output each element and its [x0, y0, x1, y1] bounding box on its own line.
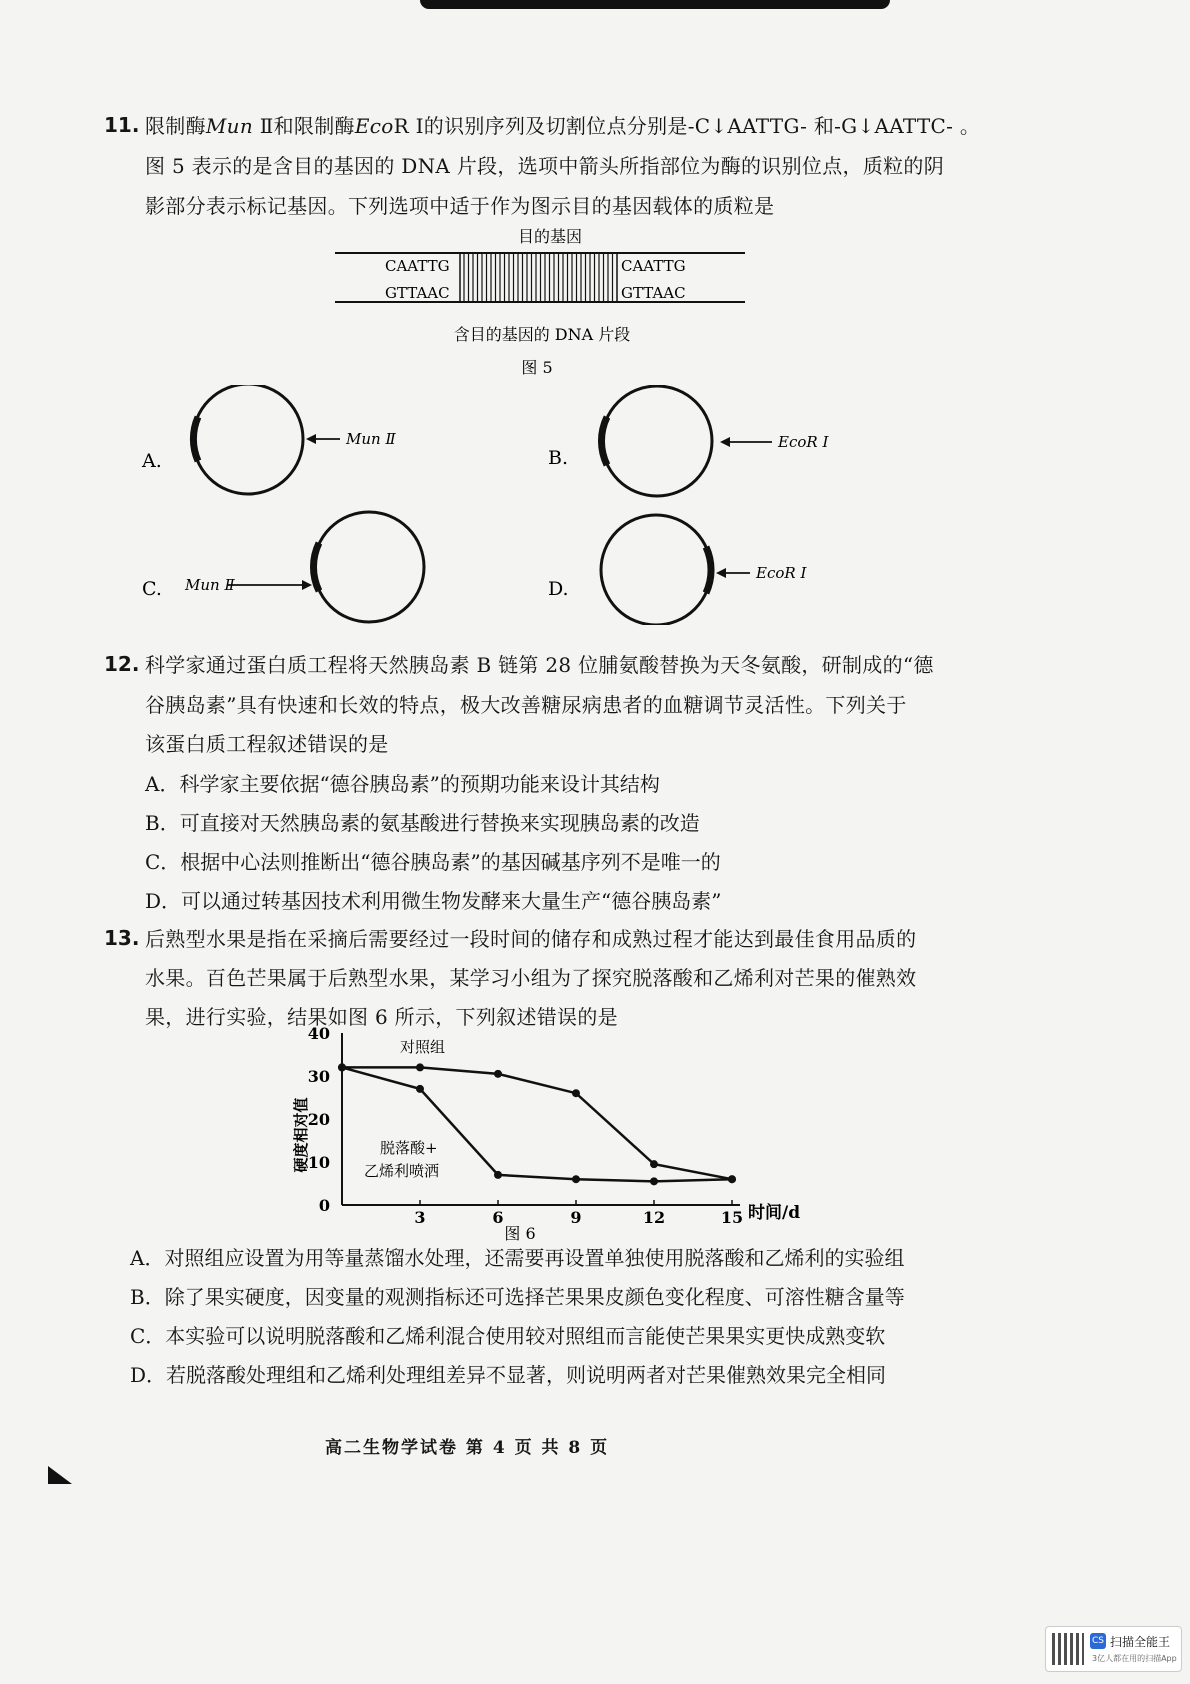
option-a-letter: A. [142, 450, 162, 472]
scanner-title: 扫描全能王 [1110, 1635, 1171, 1649]
cs-logo-icon: CS [1090, 1633, 1106, 1649]
chart-legend-control: 对照组 [400, 1038, 446, 1056]
q11-line-2: 图 5 表示的是含目的基因的 DNA 片段，选项中箭头所指部位为酶的识别位点，质粒的阴 [145, 154, 945, 178]
chart-point-series-1 [416, 1085, 424, 1093]
q12-line-1: 科学家通过蛋白质工程将天然胰岛素 B 链第 28 位脯氨酸替换为天冬氨酸，研制成的“德 [145, 653, 934, 677]
chart-point-series-0 [416, 1063, 424, 1071]
q13-option-b: B．除了果实硬度，因变量的观测指标还可选择芒果果皮颜色变化程度、可溶性糖含量等 [130, 1285, 905, 1309]
q12-line-3: 该蛋白质工程叙述错误的是 [145, 732, 389, 756]
q13-line-2: 水果。百色芒果属于后熟型水果，某学习小组为了探究脱落酸和乙烯利对芒果的催熟效 [145, 966, 917, 990]
chart-x-tick-label: 12 [642, 1208, 666, 1227]
plasmid-b-enzyme: EcoR Ⅰ [778, 433, 829, 451]
page-footer: 高二生物学试卷 第 4 页 共 8 页 [325, 1438, 610, 1458]
q11-text-d: 和 [807, 114, 835, 138]
q11-number: 11. [104, 113, 140, 137]
q13-option-a: A．对照组应设置为用等量蒸馏水处理，还需要再设置单独使用脱落酸和乙烯利的实验组 [130, 1246, 905, 1270]
q12-option-d: D．可以通过转基因技术利用微生物发酵来大量生产“德谷胰岛素” [145, 889, 722, 913]
chart-y-tick-label: 0 [318, 1196, 330, 1215]
chart-point-series-1 [650, 1177, 658, 1185]
chart-legend-treatment-line-2: 乙烯利喷洒 [364, 1162, 440, 1180]
plasmid-d-enzyme: EcoR Ⅰ [756, 564, 807, 582]
q13-number: 13. [104, 926, 140, 950]
plasmid-c-arrowhead [302, 580, 312, 590]
q12-option-a: A．科学家主要依据“德谷胰岛素”的预期功能来设计其结构 [145, 772, 660, 796]
chart-y-tick-label: 10 [307, 1153, 330, 1172]
scanner-watermark [1045, 1626, 1182, 1672]
q12-option-c: C．根据中心法则推断出“德谷胰岛素”的基因碱基序列不是唯一的 [145, 850, 721, 874]
chart-point-series-0 [572, 1089, 580, 1097]
plasmid-a-circle [193, 385, 303, 494]
chart-y-tick-label: 20 [307, 1110, 330, 1129]
top-edge-bar [420, 0, 890, 9]
qr-code-icon [1052, 1633, 1084, 1665]
plasmid-c-marker-gene [313, 543, 319, 591]
plasmid-c-enzyme: Mun Ⅱ [185, 576, 235, 594]
chart-x-axis-label: 时间/d [748, 1203, 801, 1223]
option-a [141, 385, 396, 494]
chart-ticks [308, 1025, 743, 1227]
plasmid-b-marker-gene [601, 417, 607, 465]
option-b-letter: B. [548, 447, 569, 469]
chart-x-tick-label: 6 [492, 1208, 504, 1227]
scanner-subtitle: 3亿人都在用的扫描App [1092, 1654, 1177, 1663]
q13-line-1: 后熟型水果是指在采摘后需要经过一段时间的储存和成熟过程才能达到最佳食用品质的 [145, 927, 917, 951]
option-c [142, 512, 424, 622]
figure-5-caption: 含目的基因的 DNA 片段 [453, 325, 631, 344]
option-d-letter: D. [548, 578, 569, 600]
plasmid-c-circle [314, 512, 424, 622]
target-gene-hatched-region [460, 253, 617, 302]
chart-point-series-1 [494, 1171, 502, 1179]
figure-6-caption: 图 6 [504, 1224, 536, 1243]
q11-line-3: 影部分表示标记基因。下列选项中适于作为图示目的基因载体的质粒是 [145, 194, 775, 218]
option-b [548, 386, 829, 496]
q13-line-3: 果，进行实验，结果如图 6 所示，下列叙述错误的是 [145, 1005, 618, 1029]
option-c-letter: C. [142, 578, 162, 600]
figure-5-dna-fragment [330, 220, 760, 380]
plasmid-a-marker-gene [193, 417, 198, 461]
plasmid-a-arrowhead [306, 434, 316, 444]
q12-number: 12. [104, 652, 140, 676]
q11-text-e: 。 [953, 114, 981, 138]
q11-text-c: R Ⅰ的识别序列及切割位点分别是 [393, 114, 688, 138]
plasmid-d-arrowhead [716, 568, 726, 578]
seq-top-right: CAATTG [621, 257, 686, 275]
target-gene-label: 目的基因 [517, 227, 583, 246]
chart-y-axis-label: 硬度相对值 [292, 1097, 310, 1173]
q11-eco: Eco [354, 114, 394, 138]
chart-x-tick-label: 15 [720, 1208, 744, 1227]
chart-legend-treatment-line-1: 脱落酸+ [380, 1139, 438, 1157]
q11-text-b: Ⅱ和限制酶 [253, 114, 355, 138]
q12-line-2: 谷胰岛素”具有快速和长效的特点，极大改善糖尿病患者的血糖调节灵活性。下列关于 [145, 693, 907, 717]
chart-point-series-0 [494, 1070, 502, 1078]
chart-point-series-1 [338, 1063, 346, 1071]
q11-site-2: -G↓AATTC- [834, 114, 954, 138]
chart-point-series-1 [728, 1175, 736, 1183]
chart-y-tick-label: 40 [307, 1025, 330, 1043]
chart-y-tick-label: 30 [307, 1067, 330, 1086]
chart-x-tick-label: 9 [570, 1208, 582, 1227]
q11-line-1 [145, 110, 980, 139]
chart-point-series-0 [650, 1160, 658, 1168]
chart-x-tick-label: 3 [414, 1208, 426, 1227]
figure-5-number: 图 5 [521, 358, 553, 377]
q11-mun: Mun [205, 114, 254, 138]
seq-bottom-left: GTTAAC [385, 284, 450, 302]
chart-point-series-1 [572, 1175, 580, 1183]
q13-option-d: D．若脱落酸处理组和乙烯利处理组差异不显著，则说明两者对芒果催熟效果完全相同 [130, 1363, 887, 1387]
plasmid-d-marker-gene [706, 547, 711, 593]
plasmid-d-circle [601, 515, 711, 625]
corner-triangle-mark [48, 1466, 76, 1490]
figure-6-chart [280, 1025, 820, 1255]
q11-text-a: 限制酶 [145, 114, 206, 138]
q13-option-c: C．本实验可以说明脱落酸和乙烯利混合使用较对照组而言能使芒果果实更快成熟变软 [130, 1324, 886, 1348]
seq-top-left: CAATTG [385, 257, 450, 275]
q11-site-1: -C↓AATTG- [687, 114, 808, 138]
plasmid-b-arrowhead [720, 437, 730, 447]
plasmid-b-circle [602, 386, 712, 496]
q12-option-b: B．可直接对天然胰岛素的氨基酸进行替换来实现胰岛素的改造 [145, 811, 700, 835]
option-d [548, 515, 807, 625]
plasmid-options [130, 385, 850, 625]
plasmid-a-enzyme: Mun Ⅱ [346, 430, 396, 448]
seq-bottom-right: GTTAAC [621, 284, 686, 302]
